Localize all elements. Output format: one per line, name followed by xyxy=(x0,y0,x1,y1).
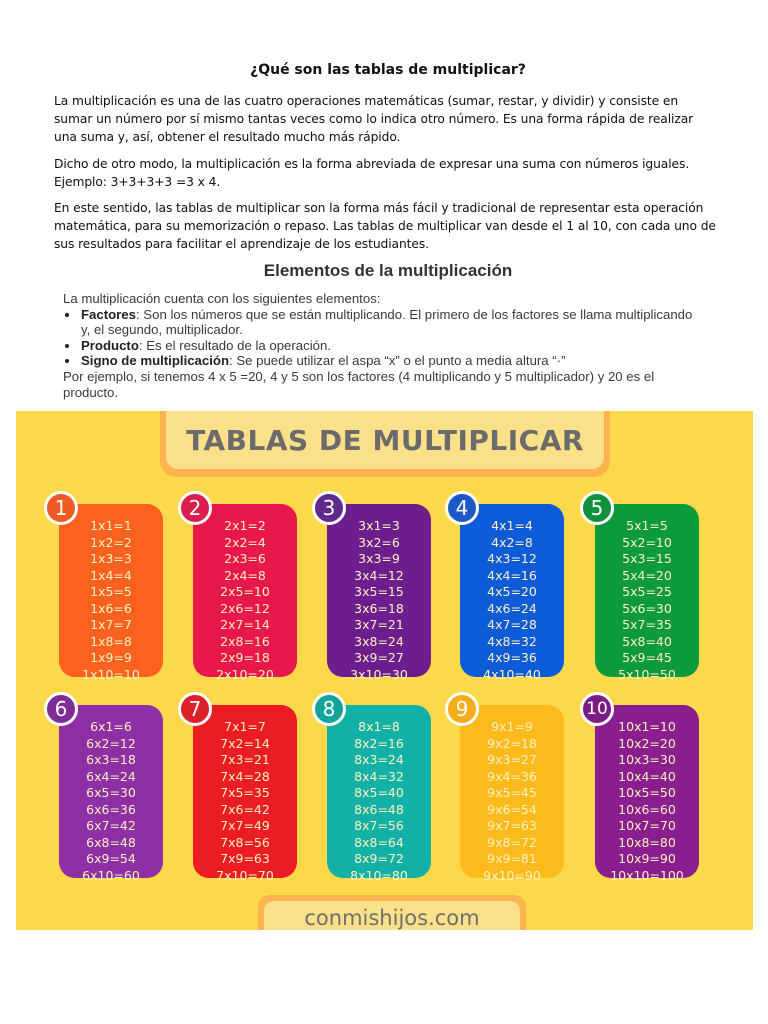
table-line: 5x10=50 xyxy=(618,666,676,682)
table-line: 2x9=18 xyxy=(220,650,270,665)
table-line: 5x7=35 xyxy=(622,617,672,632)
table-number-badge: 5 xyxy=(580,491,614,525)
table-line: 8x1=8 xyxy=(358,719,400,734)
table-lines xyxy=(59,719,163,884)
table-line: 5x8=40 xyxy=(622,633,672,649)
table-line: 4x4=16 xyxy=(487,567,537,583)
table-line: 7x4=28 xyxy=(220,768,270,784)
table-line: 7x8=56 xyxy=(220,834,270,850)
page-title: ¿Qué son las tablas de multiplicar? xyxy=(250,62,526,78)
table-number-badge: 1 xyxy=(44,491,78,525)
table-lines xyxy=(460,719,564,884)
table-line: 7x6=42 xyxy=(220,801,270,817)
bullet-factores xyxy=(63,307,703,338)
table-line: 8x6=48 xyxy=(354,801,404,817)
table-lines xyxy=(327,518,431,683)
table-line: 10x8=80 xyxy=(618,834,676,850)
table-line: 10x4=40 xyxy=(618,768,676,784)
table-line: 6x1=6 xyxy=(90,719,132,734)
table-line: 9x6=54 xyxy=(487,801,537,817)
table-line: 4x3=12 xyxy=(487,551,537,566)
paragraph-2: Dicho de otro modo, la multiplicación es la forma abreviada de expresar una suma con números iguales. Ejemplo: 3+3+3+3 =3 x 4. xyxy=(54,157,690,189)
table-line: 5x3=15 xyxy=(622,551,672,566)
table-line: 3x8=24 xyxy=(354,633,404,649)
table-line: 9x8=72 xyxy=(487,834,537,850)
elements-list xyxy=(63,291,703,400)
table-card-7 xyxy=(193,705,297,883)
table-number-badge: 8 xyxy=(312,692,346,726)
table-line: 4x1=4 xyxy=(491,518,533,533)
table-number-badge: 4 xyxy=(445,491,479,525)
multiplication-tables-infographic xyxy=(16,411,753,930)
table-card-5 xyxy=(595,504,699,682)
table-line: 7x3=21 xyxy=(220,752,270,767)
table-line: 9x4=36 xyxy=(487,768,537,784)
table-line: 10x7=70 xyxy=(618,818,676,833)
table-line: 9x1=9 xyxy=(491,719,533,734)
table-line: 7x2=14 xyxy=(220,735,270,751)
bullet-term: Producto xyxy=(81,337,139,353)
table-line: 4x10=40 xyxy=(483,666,541,682)
bullet-text: : Son los números que se están multiplicando. El primero de los factores se llama multiplicando y, el segundo, multiplicador. xyxy=(81,306,693,338)
table-line: 2x3=6 xyxy=(224,551,266,566)
table-line: 1x3=3 xyxy=(90,551,132,566)
table-line: 10x6=60 xyxy=(618,801,676,817)
elements-closing: Por ejemplo, si tenemos 4 x 5 =20, 4 y 5 son los factores (4 multiplicando y 5 multiplicador) y 20 es el producto. xyxy=(63,368,655,400)
table-line: 8x7=56 xyxy=(354,818,404,833)
table-line: 7x5=35 xyxy=(220,785,270,800)
table-card-6 xyxy=(59,705,163,883)
table-line: 5x5=25 xyxy=(622,584,672,599)
table-lines xyxy=(193,518,297,683)
table-line: 8x4=32 xyxy=(354,768,404,784)
table-line: 4x2=8 xyxy=(491,534,533,550)
infographic-footer: conmishijos.com xyxy=(264,901,520,930)
bullet-text: : Es el resultado de la operación. xyxy=(138,337,331,353)
table-line: 6x10=60 xyxy=(82,867,140,883)
table-card-8 xyxy=(327,705,431,883)
table-line: 9x9=81 xyxy=(487,851,537,866)
table-line: 5x6=30 xyxy=(622,600,672,616)
table-line: 1x1=1 xyxy=(90,518,132,533)
bullet-term: Factores xyxy=(81,306,136,322)
table-line: 8x3=24 xyxy=(354,752,404,767)
paragraph-3: En este sentido, las tablas de multiplicar son la forma más fácil y tradicional de representar esta operación matemática, para su memorización o repaso. Las tablas de multiplicar van desde el 1 al 10, con cada uno de sus resultados para facilitar el aprendizaje de los estudiantes. xyxy=(54,201,716,251)
table-lines xyxy=(595,719,699,884)
table-line: 9x2=18 xyxy=(487,735,537,751)
table-line: 7x9=63 xyxy=(220,851,270,866)
table-lines xyxy=(595,518,699,683)
table-line: 6x6=36 xyxy=(86,801,136,817)
table-card-10 xyxy=(595,705,699,883)
table-line: 3x7=21 xyxy=(354,617,404,632)
table-line: 1x5=5 xyxy=(90,584,132,599)
table-line: 6x5=30 xyxy=(86,785,136,800)
table-lines xyxy=(460,518,564,683)
table-line: 10x3=30 xyxy=(618,752,676,767)
infographic-title-banner xyxy=(160,411,610,477)
table-line: 6x9=54 xyxy=(86,851,136,866)
table-line: 8x2=16 xyxy=(354,735,404,751)
table-line: 10x2=20 xyxy=(618,735,676,751)
table-line: 4x7=28 xyxy=(487,617,537,632)
elements-intro: La multiplicación cuenta con los siguientes elementos: xyxy=(63,291,381,306)
table-number-badge: 10 xyxy=(580,692,614,726)
table-line: 2x4=8 xyxy=(224,567,266,583)
table-number-badge: 9 xyxy=(445,692,479,726)
table-line: 3x10=30 xyxy=(350,666,408,682)
table-number-badge: 7 xyxy=(178,692,212,726)
table-line: 8x5=40 xyxy=(354,785,404,800)
paragraph-1: La multiplicación es una de las cuatro operaciones matemáticas (sumar, restar, y dividir) y consiste en sumar un número por sí mismo tantas veces como lo indica otro número. Es una forma rápida de realizar una suma y, así, obtener el resultado mucho más rápido. xyxy=(54,94,694,144)
table-line: 1x10=10 xyxy=(82,666,140,682)
table-line: 2x6=12 xyxy=(220,600,270,616)
table-card-1 xyxy=(59,504,163,682)
table-line: 9x7=63 xyxy=(487,818,537,833)
table-line: 1x4=4 xyxy=(90,567,132,583)
table-line: 2x2=4 xyxy=(224,534,266,550)
table-line: 3x1=3 xyxy=(358,518,400,533)
table-line: 2x7=14 xyxy=(220,617,270,632)
table-lines xyxy=(193,719,297,884)
table-line: 6x4=24 xyxy=(86,768,136,784)
table-card-2 xyxy=(193,504,297,682)
section-heading: Elementos de la multiplicación xyxy=(263,261,513,280)
table-line: 5x4=20 xyxy=(622,567,672,583)
table-line: 3x4=12 xyxy=(354,567,404,583)
table-card-4 xyxy=(460,504,564,682)
table-line: 4x6=24 xyxy=(487,600,537,616)
table-line: 3x2=6 xyxy=(358,534,400,550)
table-line: 3x9=27 xyxy=(354,650,404,665)
table-line: 1x6=6 xyxy=(90,600,132,616)
bullet-signo xyxy=(63,353,703,369)
table-line: 10x5=50 xyxy=(618,785,676,800)
table-number-badge: 2 xyxy=(178,491,212,525)
table-line: 2x5=10 xyxy=(220,584,270,599)
table-line: 7x1=7 xyxy=(224,719,266,734)
table-number-badge: 3 xyxy=(312,491,346,525)
table-line: 8x8=64 xyxy=(354,834,404,850)
table-line: 3x6=18 xyxy=(354,600,404,616)
table-line: 5x1=5 xyxy=(626,518,668,533)
table-line: 9x3=27 xyxy=(487,752,537,767)
table-line: 10x1=10 xyxy=(618,719,676,734)
bullet-text: : Se puede utilizar el aspa “x” o el punto a media altura “·” xyxy=(229,353,566,369)
table-line: 1x9=9 xyxy=(90,650,132,665)
table-line: 6x2=12 xyxy=(86,735,136,751)
table-lines xyxy=(59,518,163,683)
infographic-footer-banner xyxy=(258,895,526,930)
table-line: 5x9=45 xyxy=(622,650,672,665)
table-line: 9x5=45 xyxy=(487,785,537,800)
table-line: 1x2=2 xyxy=(90,534,132,550)
table-line: 1x7=7 xyxy=(90,617,132,632)
table-line: 2x1=2 xyxy=(224,518,266,533)
table-line: 10x10=100 xyxy=(610,867,684,883)
table-line: 3x5=15 xyxy=(354,584,404,599)
table-line: 9x10=90 xyxy=(483,867,541,883)
table-line: 8x9=72 xyxy=(354,851,404,866)
table-line: 2x10=20 xyxy=(216,666,274,682)
table-line: 2x8=16 xyxy=(220,633,270,649)
table-card-9 xyxy=(460,705,564,883)
table-card-3 xyxy=(327,504,431,682)
table-line: 3x3=9 xyxy=(358,551,400,566)
bullet-producto xyxy=(63,338,703,354)
table-line: 4x8=32 xyxy=(487,633,537,649)
table-line: 7x7=49 xyxy=(220,818,270,833)
table-number-badge: 6 xyxy=(44,692,78,726)
infographic-title: TABLAS DE MULTIPLICAR xyxy=(186,424,584,457)
table-line: 10x9=90 xyxy=(618,851,676,866)
table-line: 8x10=80 xyxy=(350,867,408,883)
bullet-term: Signo de multiplicación xyxy=(81,353,230,369)
table-line: 6x7=42 xyxy=(86,818,136,833)
table-line: 1x8=8 xyxy=(90,633,132,649)
table-line: 6x3=18 xyxy=(86,752,136,767)
table-line: 5x2=10 xyxy=(622,534,672,550)
table-line: 6x8=48 xyxy=(86,834,136,850)
table-line: 4x5=20 xyxy=(487,584,537,599)
table-line: 7x10=70 xyxy=(216,867,274,883)
table-lines xyxy=(327,719,431,884)
table-line: 4x9=36 xyxy=(487,650,537,665)
